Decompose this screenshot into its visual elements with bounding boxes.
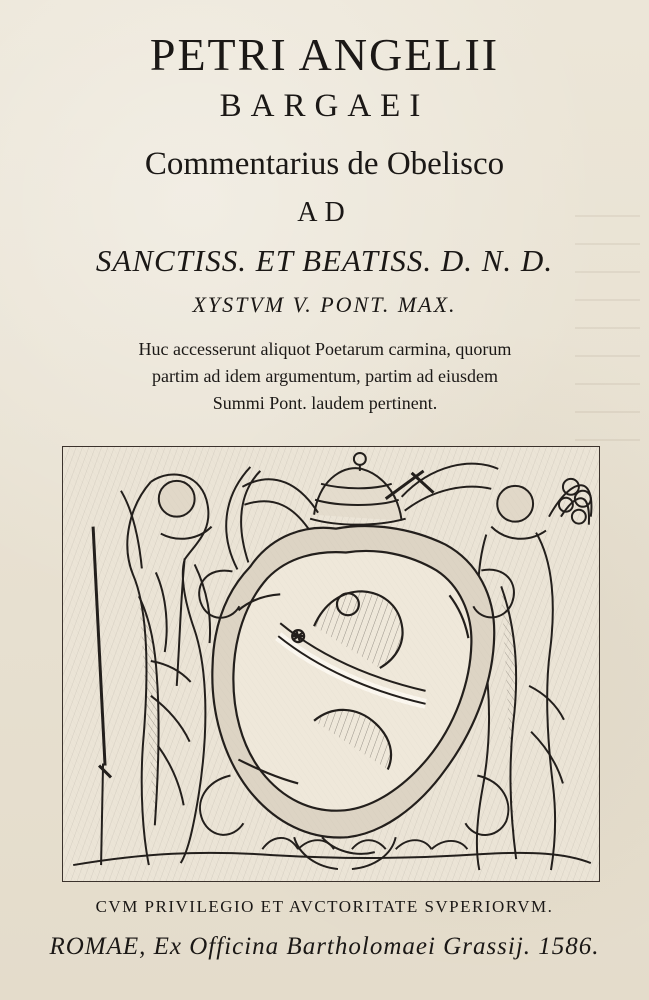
- author-origin-line: BARGAEI: [219, 88, 430, 124]
- dedication-ad-line: AD: [297, 197, 352, 228]
- description-line-1: Huc accesserunt aliquot Poetarum carmina, quorum: [138, 339, 512, 359]
- description-block: [40, 336, 610, 417]
- description-line-3: Summi Pont. laudem pertinent.: [212, 393, 438, 413]
- imprint-line: ROMAE, Ex Officina Bartholomaei Grassij. 1586.: [49, 933, 600, 960]
- pope-name-line: XYSTVM V. PONT. MAX.: [192, 292, 457, 317]
- author-name-line: PETRI ANGELII: [149, 29, 500, 80]
- work-title-line: Commentarius de Obelisco: [144, 146, 505, 182]
- dedication-titles-line: SANCTISS. ET BEATISS. D. N. D.: [95, 243, 554, 278]
- engraving-illustration: [63, 447, 599, 881]
- description-line-2: partim ad idem argumentum, partim ad eiusdem: [151, 366, 499, 386]
- engraving-frame: [62, 446, 600, 882]
- privilege-line: CVM PRIVILEGIO ET AVCTORITATE SVPERIORVM.: [95, 897, 554, 916]
